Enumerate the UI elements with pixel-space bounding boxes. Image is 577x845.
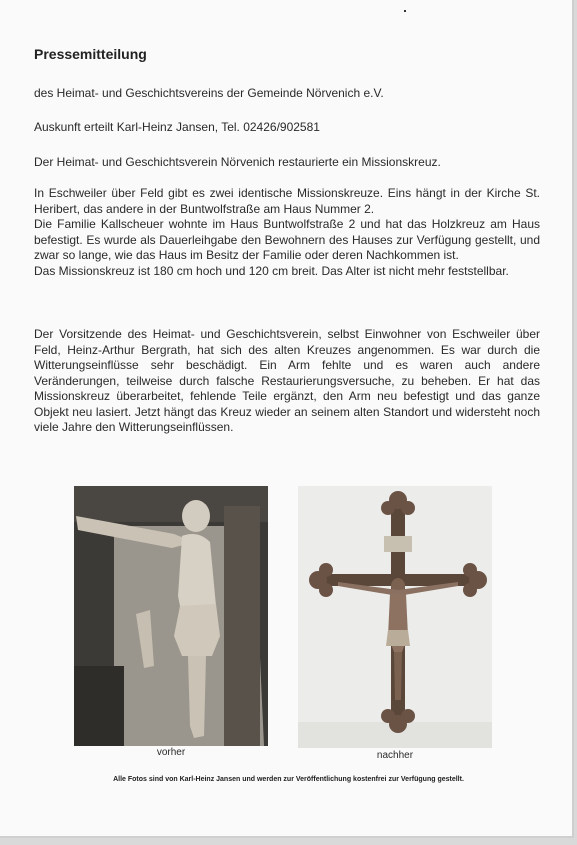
text-dimensions: Das Missionskreuz ist 180 cm hoch und 120 cm breit. Das Alter ist nicht mehr feststellbar. [34, 263, 509, 278]
text-two-crosses: In Eschweiler über Feld gibt es zwei identische Missionskreuze. Eins hängt in der Kirche St. Heribert, das andere in der Buntwolfstraße am Haus Nummer 2. [34, 186, 540, 216]
photo-before [74, 486, 268, 746]
caption-before: vorher [156, 747, 186, 758]
body-paragraph-2 [34, 327, 540, 436]
text-restoration: Der Vorsitzende des Heimat- und Geschichtsverein, selbst Einwohner von Eschweiler über Feld, Heinz-Arthur Bergrath, hat sich des alten Kreuzes angenommen. Es war durch die Witterungseinflüsse sehr beschädigt. Ein Arm fehlte und es waren auch andere Veränderungen, teilweise durch falsche Restaurierungsversuche, zu beheben. Er hat das Missionskreuz überarbeitet, fehlende Teile ergänzt, den Arm neu befestigt und das ganze Objekt neu lasiert. Jetzt hängt das Kreuz wieder an seinem alten Standort und widersteht noch viele Jahre den Witterungseinflüssen. [34, 327, 540, 434]
photo-after-image [298, 486, 492, 748]
organization-line: des Heimat- und Geschichtsvereins der Gemeinde Nörvenich e.V. [34, 86, 384, 100]
body-paragraph-1 [34, 186, 540, 279]
photo-before-image [74, 486, 268, 746]
headline: Der Heimat- und Geschichtsverein Nörvenich restaurierte ein Missionskreuz. [34, 155, 441, 169]
caption-after: nachher [376, 750, 414, 761]
contact-line: Auskunft erteilt Karl-Heinz Jansen, Tel. 02426/902581 [34, 120, 320, 134]
page-title: Pressemitteilung [34, 46, 147, 62]
photo-credit: Alle Fotos sind von Karl-Heinz Jansen und werden zur Veröffentlichung kostenfrei zur Verfügung gestellt. [113, 776, 464, 783]
text-family-kallscheuer: Die Familie Kallscheuer wohnte im Haus Buntwolfstraße 2 und hat das Holzkreuz am Haus befestigt. Es wurde als Dauerleihgabe den Bewohnern des Hauses zur Verfügung gestellt, und zwar so lange, wie das Haus im Besitz der Familie oder deren Nachkommen ist. [34, 217, 540, 262]
photo-after [298, 486, 492, 748]
scan-speck [404, 10, 406, 12]
